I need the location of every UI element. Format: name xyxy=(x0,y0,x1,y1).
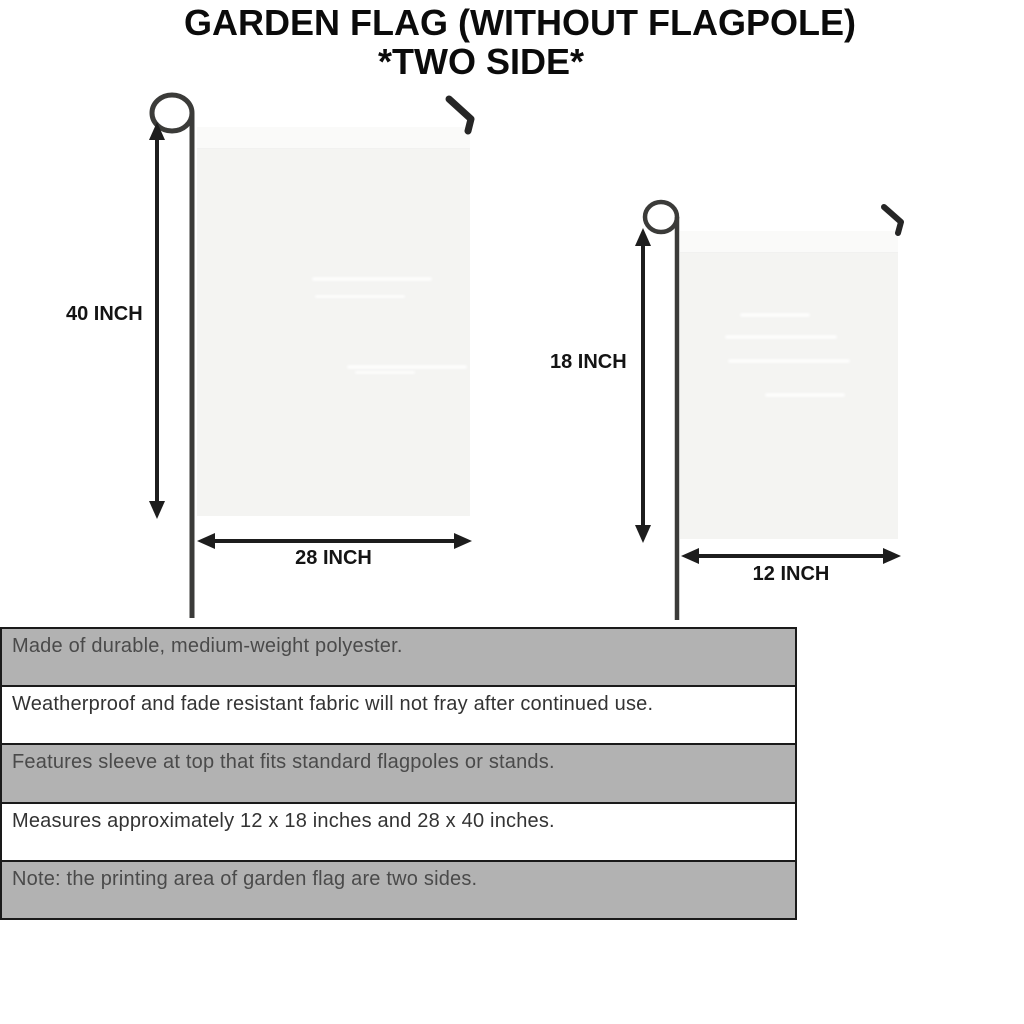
small-flag-width-label: 12 INCH xyxy=(752,563,830,585)
row-text: Measures approximately 12 x 18 inches and 28 x 40 inches. xyxy=(12,809,555,832)
small-flag-height-arrow xyxy=(635,228,651,543)
table-row xyxy=(2,860,795,918)
small-flag-pole xyxy=(645,202,677,620)
table-row xyxy=(2,802,795,860)
table-row xyxy=(2,685,795,743)
page-title: GARDEN FLAG (WITHOUT FLAGPOLE) xyxy=(184,2,856,43)
table-row xyxy=(2,629,795,685)
large-flag-hook-icon xyxy=(449,99,471,131)
small-flag-width-arrow xyxy=(681,548,901,564)
features-table xyxy=(0,627,797,920)
page-subtitle: *TWO SIDE* xyxy=(377,41,585,82)
row-text: Note: the printing area of garden flag are two sides. xyxy=(12,867,478,890)
large-flag-height-label: 40 INCH xyxy=(66,303,143,325)
row-text: Features sleeve at top that fits standard flagpoles or stands. xyxy=(12,751,555,774)
small-flag-height-label: 18 INCH xyxy=(550,351,627,373)
large-flag-height-arrow xyxy=(149,122,165,519)
small-flag-hook-icon xyxy=(884,207,901,233)
large-flag-width-label: 28 INCH xyxy=(295,547,372,569)
row-text: Made of durable, medium-weight polyester. xyxy=(12,635,403,657)
table-row xyxy=(2,743,795,801)
row-text: Weatherproof and fade resistant fabric will not fray after continued use. xyxy=(12,693,654,716)
